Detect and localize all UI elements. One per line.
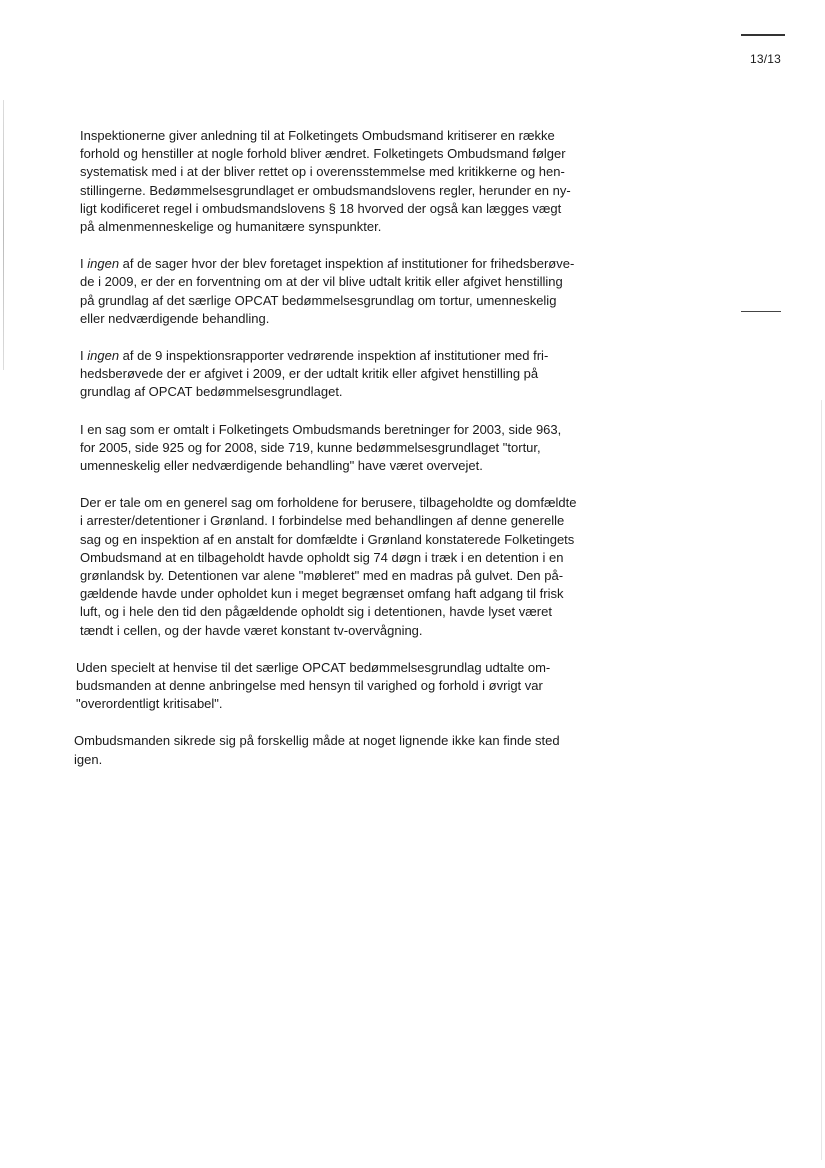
paragraph-no-reports xyxy=(80,347,620,402)
paragraph-case-reference: I en sag som er omtalt i Folketingets Ombudsmands beretninger for 2003, side 963, for 2005, side 925 og for 2008, side 719, kunne bedømmelsesgrundlaget "tortur, umenneskelig eller nedværdigende behandling" have været overvejet. xyxy=(80,421,562,474)
paragraph-no-cases-2009 xyxy=(80,255,620,328)
scan-edge-mark-right xyxy=(821,400,822,1160)
paragraph-prefix: I xyxy=(80,348,88,364)
header-rule xyxy=(741,34,785,36)
margin-rule xyxy=(741,311,781,312)
paragraph-conclusion: Ombudsmanden sikrede sig på forskellig måde at noget lignende ikke kan finde sted igen. xyxy=(74,733,560,767)
page-number: 13/13 xyxy=(749,52,781,66)
emphasis-ingen: ingen xyxy=(87,256,120,272)
document-body xyxy=(74,127,620,788)
scan-edge-mark-left xyxy=(3,100,4,370)
paragraph-ombudsman-statement: Uden specielt at henvise til det særlige OPCAT bedømmelsesgrundlag udtalte om- budsmanden at denne anbringelse med hensyn til varighed og forhold i øvrigt var "overordentligt kritisabel". xyxy=(76,659,551,712)
emphasis-ingen: ingen xyxy=(87,348,120,364)
paragraph-text: af de sager hvor der blev foretaget inspektion af institutioner for frihedsberøve- de i 2009, er der en forventning om at der vil blive udtalt kritik eller afgivet henstilling på grundlag af det særlige OPCAT bedømmelsesgrundlag om tortur, umenneskelig eller nedværdigende behandling. xyxy=(80,256,575,326)
paragraph-inspections: Inspektionerne giver anledning til at Folketingets Ombudsmand kritiserer en række forhold og henstiller at nogle forhold bliver ændret. Folketingets Ombudsmand følger systematisk med i at der bliver rettet op i overensstemmelse med kritikkerne og hen- stillingerne. Bedømmelsesgrundlaget er ombudsmandslovens regler, herunder en ny- ligt kodificeret regel i ombudsmandslovens § 18 hvorved der også kan lægges vægt på almenmenneskelige og humanitære synspunkter. xyxy=(80,128,571,235)
paragraph-greenland-case: Der er tale om en generel sag om forholdene for berusere, tilbageholdte og domfældte i arrester/detentioner i Grønland. I forbindelse med behandlingen af denne generelle sag og en inspektion af en anstalt for domfældte i Grønland konstaterede Folketingets Ombudsmand at en tilbageholdt havde opholdt sig 74 døgn i træk i en detention i en grønlandsk by. Detentionen var alene "møbleret" med en madras på gulvet. Den på- gældende havde under opholdet kun i meget begrænset omfang haft adgang til frisk luft, og i hele den tid den pågældende opholdt sig i detentionen, havde lyset været tændt i cellen, og der havde været konstant tv-overvågning. xyxy=(80,495,577,638)
paragraph-text: af de 9 inspektionsrapporter vedrørende inspektion af institutioner med fri- hedsberøvede der er afgivet i 2009, er der udtalt kritik eller afgivet henstilling på grundlag af OPCAT bedømmelsesgrundlaget. xyxy=(80,348,549,400)
paragraph-prefix: I xyxy=(80,256,88,272)
